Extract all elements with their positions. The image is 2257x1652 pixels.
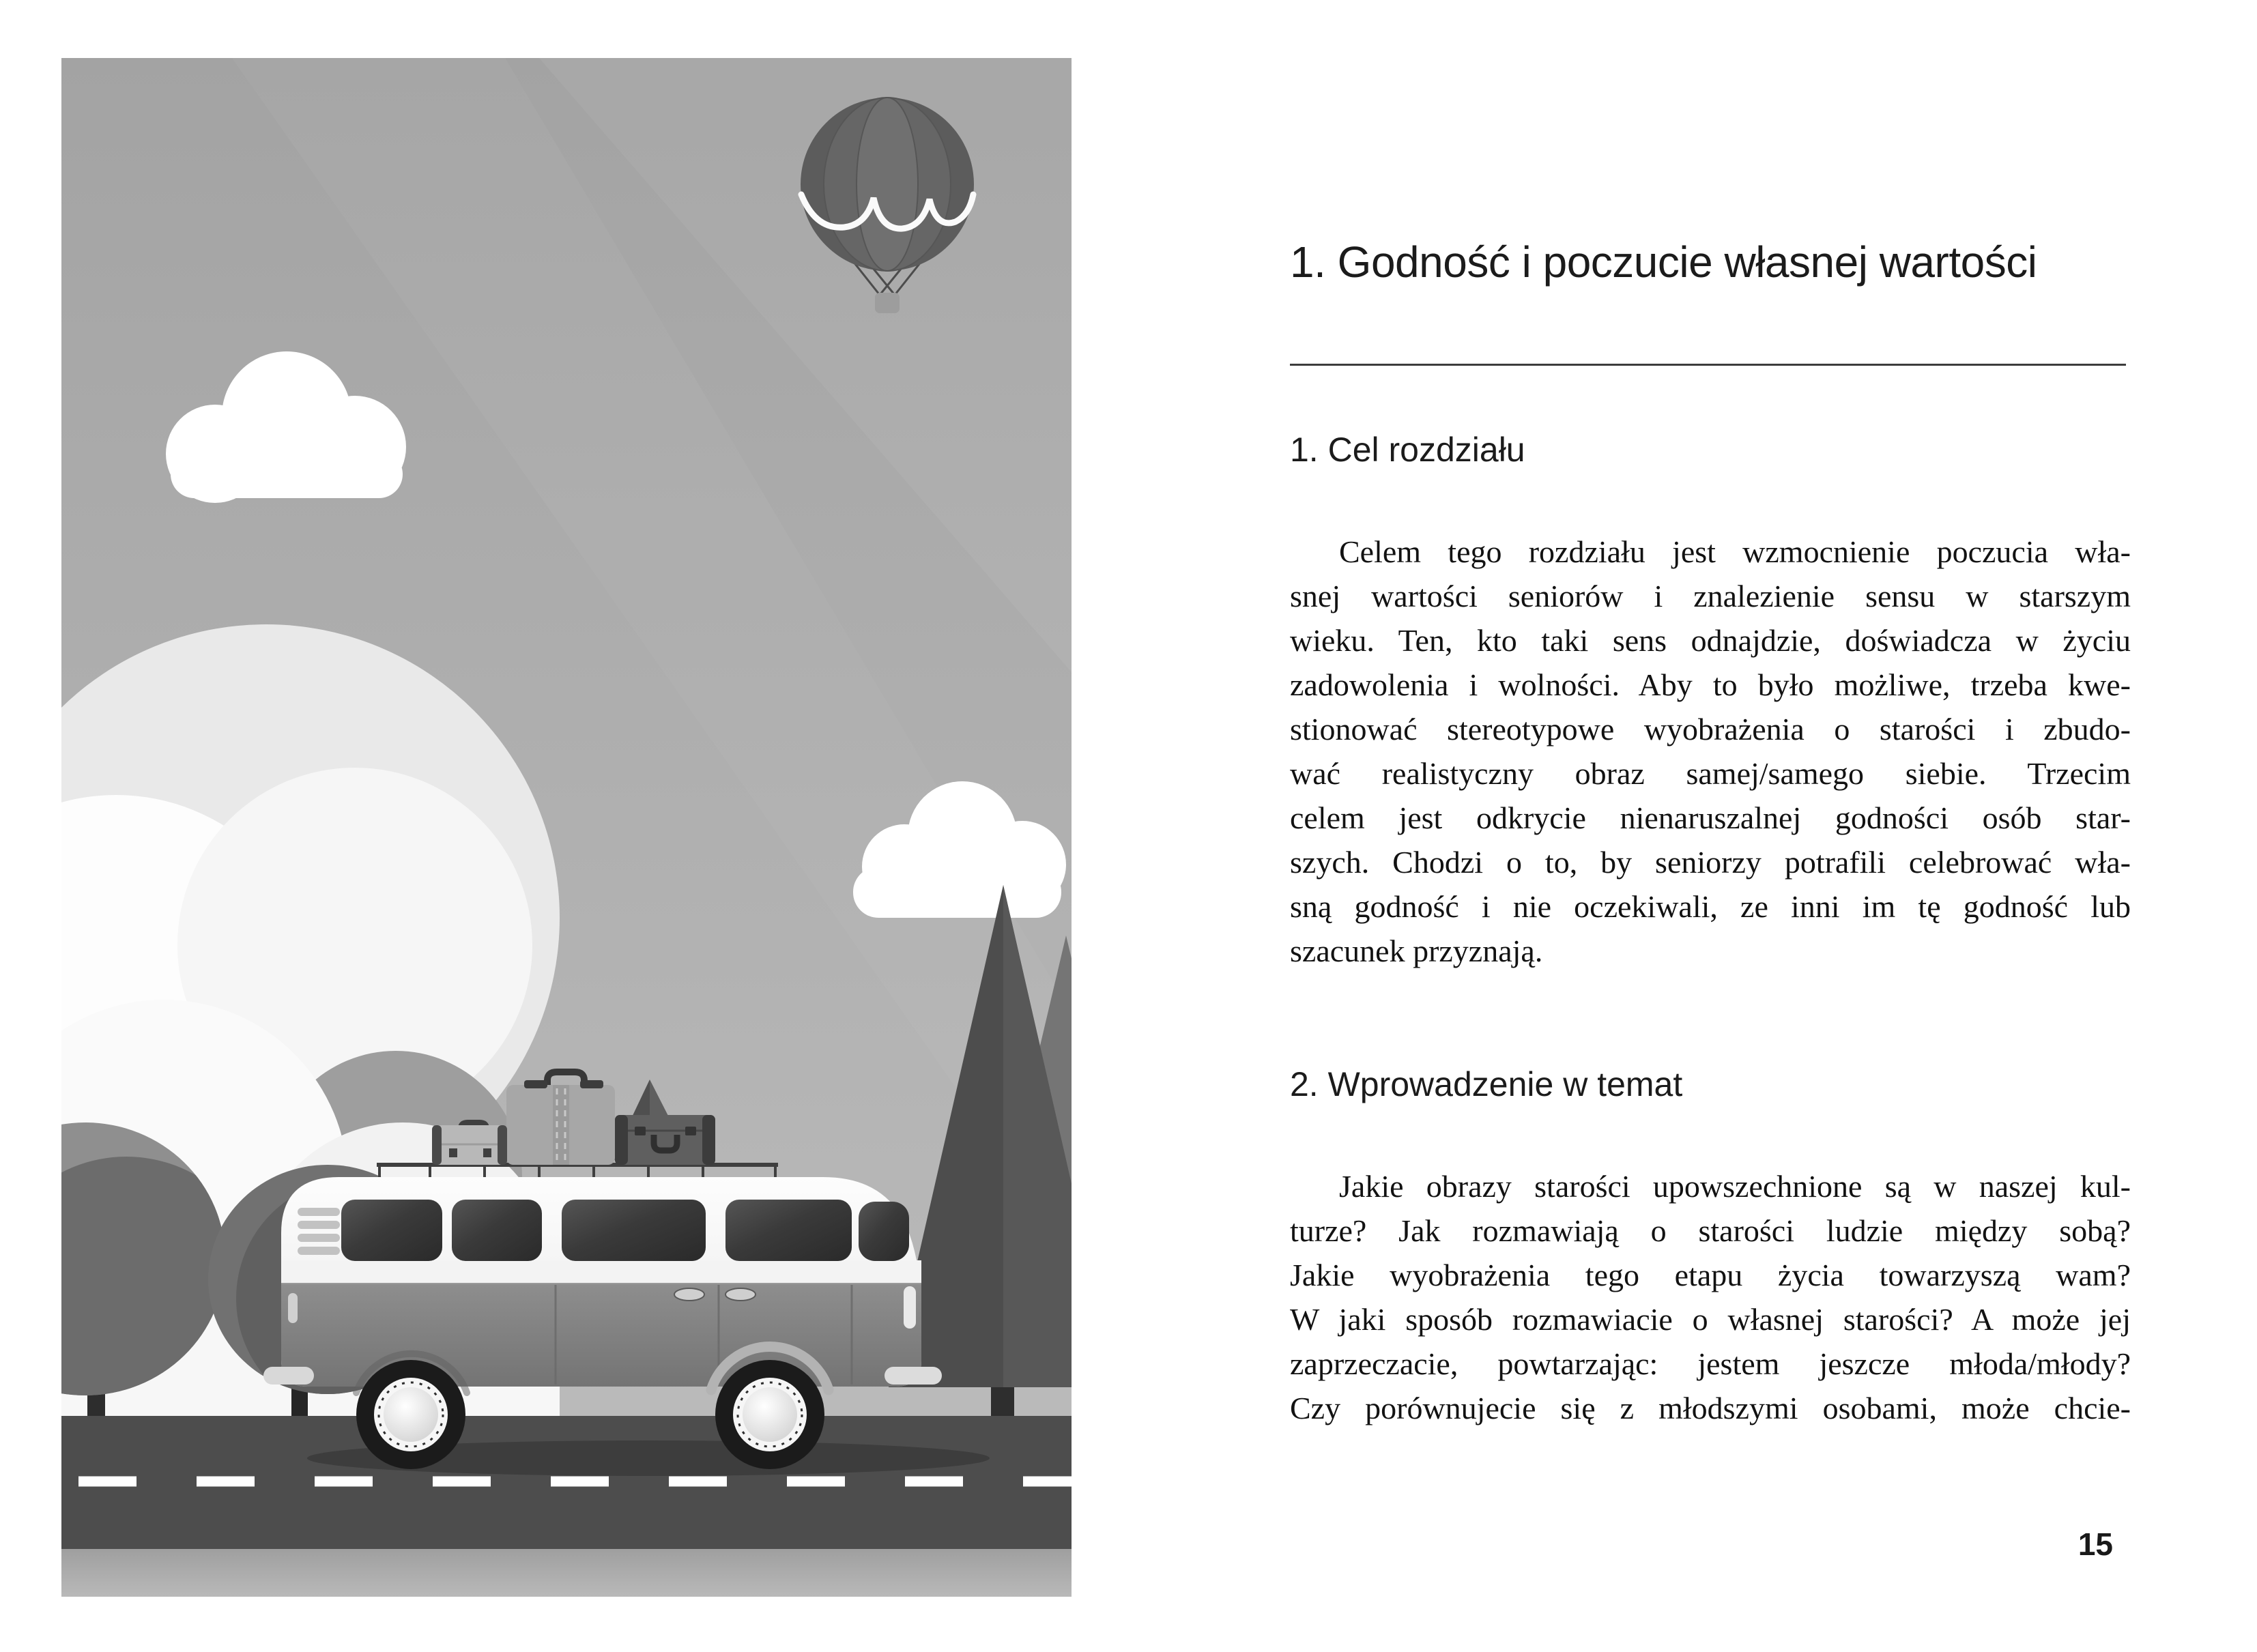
windshield xyxy=(859,1202,909,1261)
rear-bumper xyxy=(263,1367,314,1385)
luggage-small-suitcase xyxy=(432,1122,507,1165)
roadside-strip xyxy=(61,1549,1072,1597)
paragraph-line: zadowolenia i wolności. Aby to było możliwe, trzeba kwe- xyxy=(1290,667,2131,702)
paragraph-line: szacunek przyznają. xyxy=(1290,933,1543,968)
paragraph-line: Celem tego rozdziału jest wzmocnienie poczucia wła- xyxy=(1339,534,2131,569)
paragraph-line: wać realistyczny obraz samej/samego siebie. Trzecim xyxy=(1290,756,2131,791)
paragraph-line: szych. Chodzi o to, by seniorzy potrafili celebrować wła- xyxy=(1290,845,2131,880)
paragraph-line: Czy porównujecie się z młodszymi osobami, może chcie- xyxy=(1290,1391,2131,1425)
paragraph xyxy=(1290,1164,2131,1430)
page-number: 15 xyxy=(2078,1526,2113,1562)
paragraph-line: sną godność i nie oczekiwali, ze inni im tę godność lub xyxy=(1290,889,2131,924)
paragraph-line: wieku. Ten, kto taki sens odnajdzie, doświadcza w życiu xyxy=(1290,623,2131,658)
section xyxy=(1290,430,2131,973)
paragraph-line: celem jest odkrycie nienaruszalnej godności osób star- xyxy=(1290,800,2131,835)
front-trim xyxy=(904,1286,916,1329)
pine-trunk xyxy=(991,1383,1014,1416)
door-handle xyxy=(674,1288,704,1301)
wheel-rear xyxy=(356,1360,465,1469)
section xyxy=(1290,1064,2131,1430)
door-handle xyxy=(725,1288,756,1301)
text-page xyxy=(1290,0,2131,1652)
front-bumper xyxy=(885,1367,942,1385)
van-beltline xyxy=(281,1260,921,1284)
paragraph-line: snej wartości seniorów i znalezienie sensu w starszym xyxy=(1290,579,2131,613)
travel-van-illustration xyxy=(61,58,1072,1597)
paragraph xyxy=(1290,530,2131,973)
illustration-page xyxy=(61,58,1072,1597)
paragraph-line: zaprzeczacie, powtarzając: jestem jeszcze młoda/młody? xyxy=(1290,1346,2131,1381)
rear-trim xyxy=(288,1293,298,1323)
paragraph-line: Jakie obrazy starości upowszechnione są w naszej kul- xyxy=(1339,1169,2131,1204)
paragraph-line: stionować stereotypowe wyobrażenia o starości i zbudo- xyxy=(1290,712,2131,747)
paragraph-line: Jakie wyobrażenia tego etapu życia towarzyszą wam? xyxy=(1290,1258,2131,1292)
heading-divider xyxy=(1290,364,2126,366)
wheel-front xyxy=(715,1360,824,1469)
luggage-trunk xyxy=(615,1115,715,1165)
section-title: 2. Wprowadzenie w temat xyxy=(1290,1065,1683,1103)
balloon-basket xyxy=(875,293,900,313)
luggage-big-suitcase xyxy=(506,1072,615,1165)
chapter-heading: 1. Godność i poczucie własnej wartości xyxy=(1290,237,2037,287)
paragraph-line: turze? Jak rozmawiają o starości ludzie między sobą? xyxy=(1290,1213,2131,1248)
van-body-lower xyxy=(281,1282,921,1387)
van-windows xyxy=(341,1200,909,1261)
paragraph-line: W jaki sposób rozmawiacie o własnej starości? A może jej xyxy=(1290,1302,2131,1337)
section-title: 1. Cel rozdziału xyxy=(1290,431,1525,469)
